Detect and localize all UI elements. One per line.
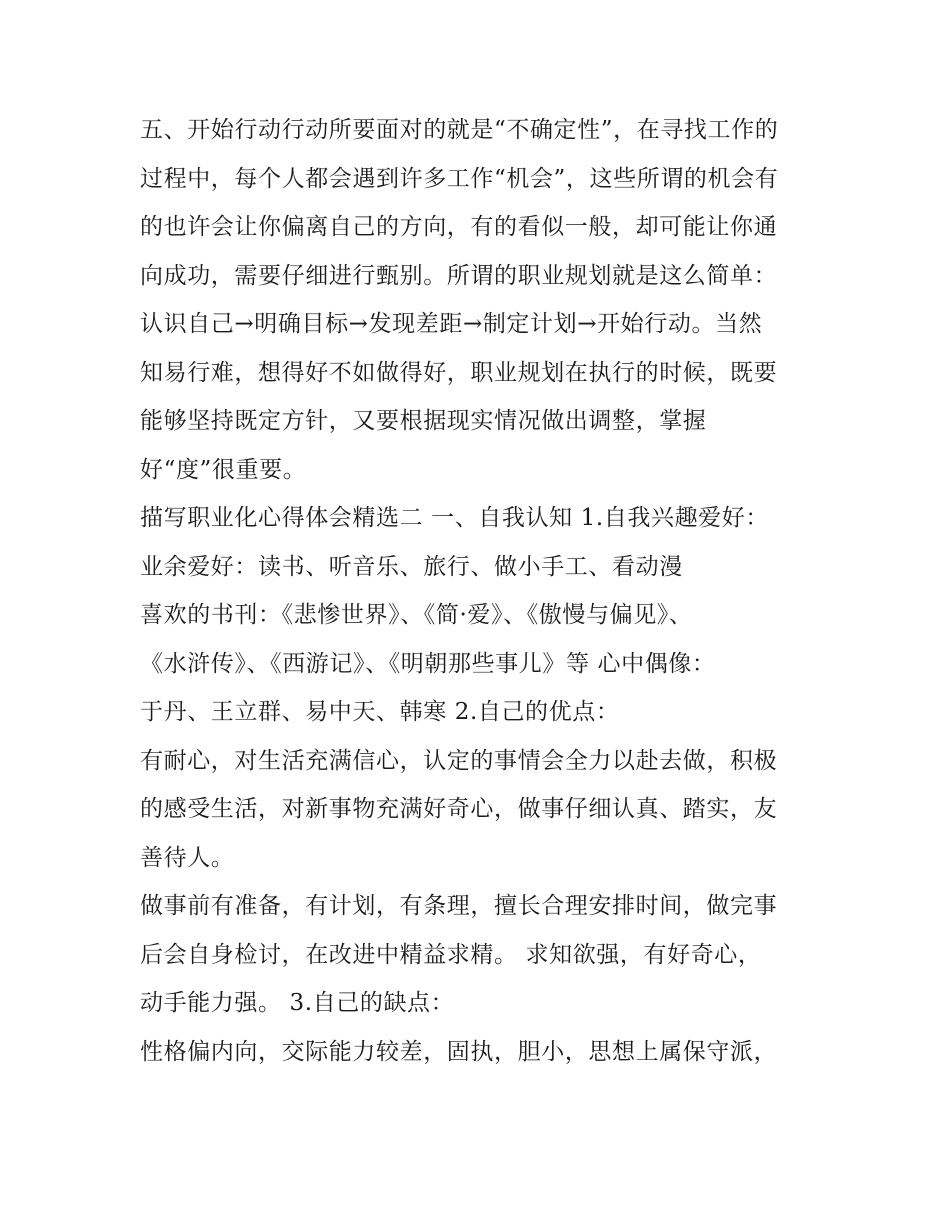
text-line: 的感受生活，对新事物充满好奇心，做事仔细认真、踏实，友 <box>140 796 778 822</box>
text-line: 喜欢的书刊：《悲惨世界》、《简·爱》、《傲慢与偏见》、 <box>140 602 693 628</box>
text-line: 能够坚持既定方针，又要根据现实情况做出调整，掌握 <box>140 408 707 434</box>
text-line: 的也许会让你偏离自己的方向，有的看似一般，却可能让你通 <box>140 214 778 240</box>
text-line: 性格偏内向，交际能力较差，固执，胆小，思想上属保守派， <box>140 1038 778 1065</box>
text-line: 有耐心，对生活充满信心，认定的事情会全力以赴去做，积极 <box>140 747 778 774</box>
section-heading-line: 描写职业化心得体会精选二 一、自我认知 1.自我兴趣爱好： <box>140 505 769 531</box>
text-line: 好“度”很重要。 <box>140 456 307 483</box>
document-body <box>140 106 820 1076</box>
text-line: 《水浒传》、《西游记》、《明朝那些事儿》等 心中偶像： <box>140 650 716 677</box>
text-line: 善待人。 <box>140 844 235 871</box>
text-line: 五、开始行动行动所要面对的就是“不确定性”，在寻找工作的 <box>140 117 779 143</box>
text-line: 于丹、王立群、易中天、韩寒 2.自己的优点： <box>140 699 620 725</box>
text-line: 向成功，需要仔细进行甄别。所谓的职业规划就是这么简单： <box>140 262 778 289</box>
text-line: 动手能力强。 3.自己的缺点： <box>140 990 455 1016</box>
text-line: 做事前有准备，有计划，有条理，擅长合理安排时间，做完事 <box>140 893 778 919</box>
text-line: 业余爱好：读书、听音乐、旅行、做小手工、看动漫 <box>140 553 683 580</box>
text-line: 知易行难，想得好不如做得好，职业规划在执行的时候，既要 <box>140 359 778 386</box>
text-line: 后会自身检讨，在改进中精益求精。 求知欲强，有好奇心， <box>140 941 762 968</box>
text-line: 过程中，每个人都会遇到许多工作“机会”，这些所谓的机会有 <box>140 165 779 192</box>
text-line: 认识自己→明确目标→发现差距→制定计划→开始行动。当然 <box>140 311 763 337</box>
